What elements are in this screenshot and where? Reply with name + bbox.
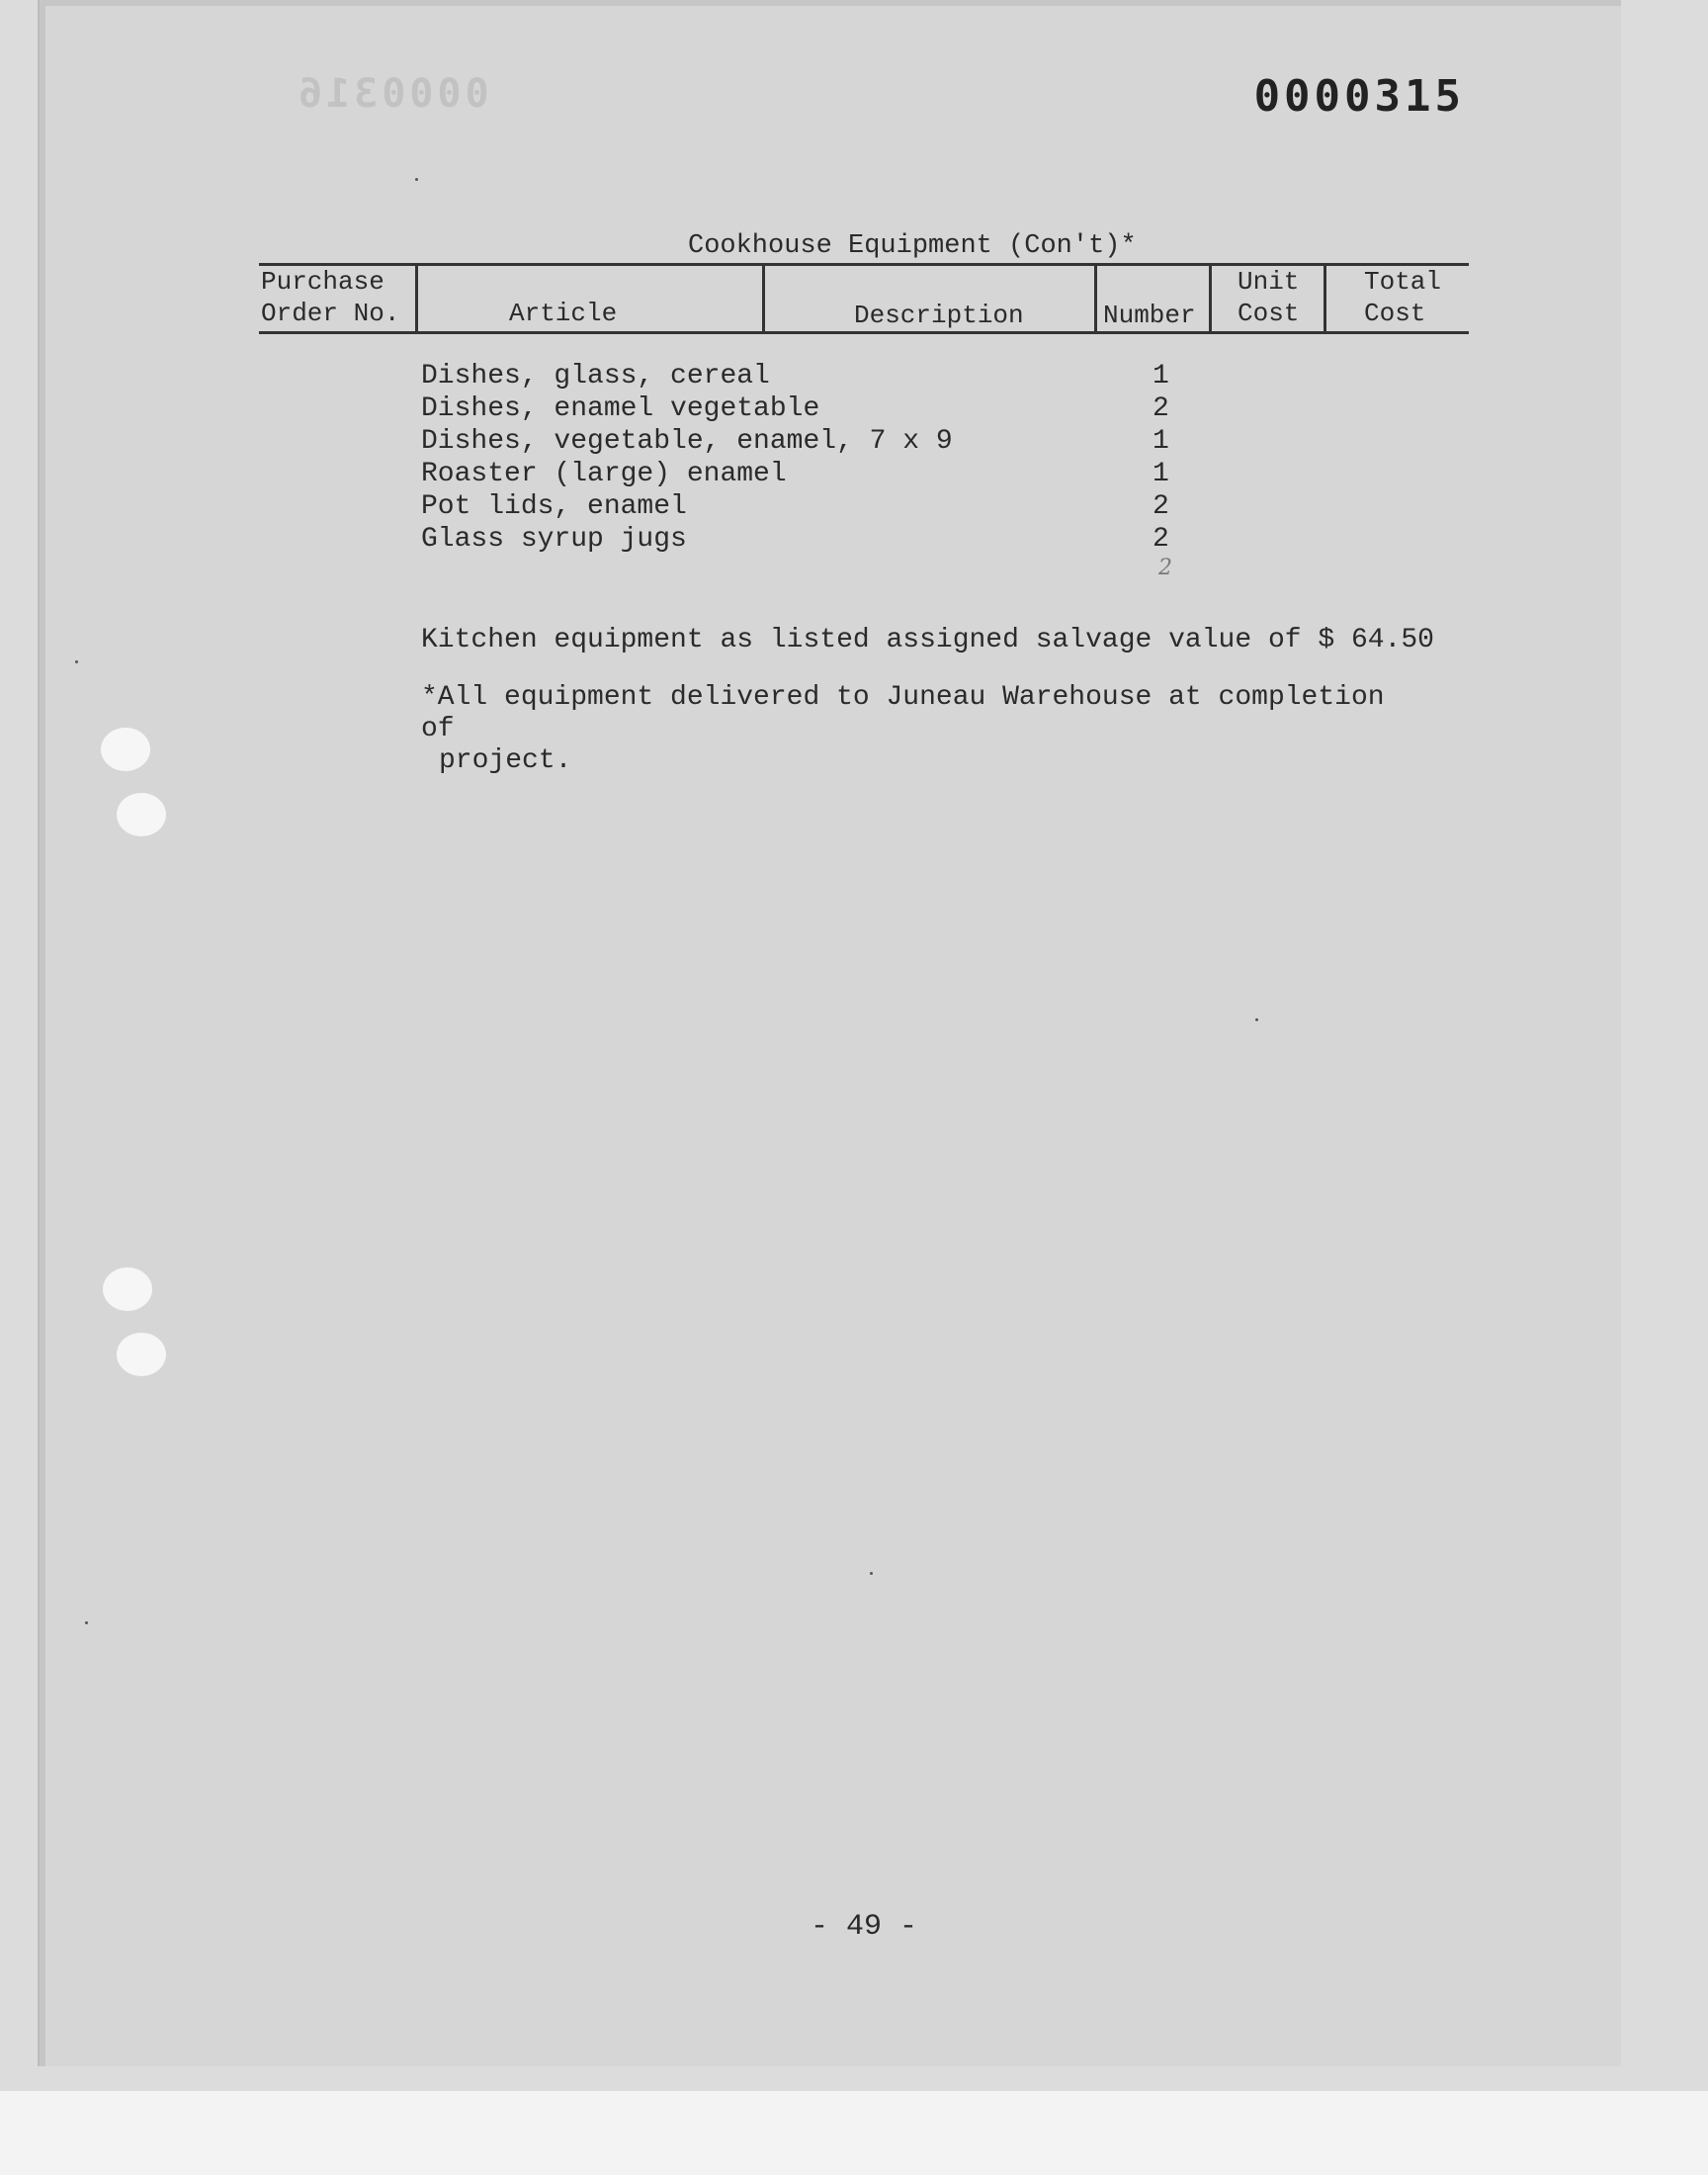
punch-hole xyxy=(117,1333,166,1376)
column-unit-cost: Unit Cost xyxy=(1212,266,1326,331)
document-number: 0000315 xyxy=(1253,71,1465,122)
item-number: 1 xyxy=(1153,361,1169,392)
list-item xyxy=(421,490,1169,523)
item-article: Roaster (large) enamel xyxy=(421,459,787,489)
list-item xyxy=(421,392,1169,425)
punch-hole xyxy=(101,728,150,771)
item-list xyxy=(421,360,1169,556)
column-article: Article xyxy=(418,266,765,331)
item-number: 2 xyxy=(1153,491,1169,522)
punch-hole xyxy=(117,793,166,836)
item-number: 2 xyxy=(1153,524,1169,555)
bleed-through-number: 0000316 xyxy=(295,71,489,117)
list-item xyxy=(421,360,1169,392)
delivery-note xyxy=(421,682,1429,777)
item-article: Glass syrup jugs xyxy=(421,524,687,555)
table-title: Cookhouse Equipment (Con't)* xyxy=(688,231,1137,261)
page-number: - 49 - xyxy=(811,1910,918,1944)
column-description: Description xyxy=(765,266,1097,331)
item-number: 1 xyxy=(1153,459,1169,489)
column-number: Number xyxy=(1097,266,1212,331)
column-purchase-order: Purchase Order No. xyxy=(259,266,418,331)
list-item xyxy=(421,425,1169,458)
item-article: Dishes, glass, cereal xyxy=(421,361,770,392)
table-header xyxy=(259,263,1469,334)
column-total-cost: Total Cost xyxy=(1364,267,1442,328)
item-number: 2 xyxy=(1153,393,1169,424)
item-article: Dishes, vegetable, enamel, 7 x 9 xyxy=(421,426,953,457)
item-number: 1 xyxy=(1153,426,1169,457)
salvage-value-text: Kitchen equipment as listed assigned salvage value of $ 64.50 xyxy=(421,625,1434,655)
note-line: *All equipment delivered to Juneau Warehouse at completion of xyxy=(421,682,1385,744)
note-line: project. xyxy=(439,745,572,776)
list-item xyxy=(421,458,1169,490)
item-article: Pot lids, enamel xyxy=(421,491,687,522)
list-item xyxy=(421,523,1169,556)
item-article: Dishes, enamel vegetable xyxy=(421,393,820,424)
handwritten-mark: 2 xyxy=(1158,556,1172,580)
punch-hole xyxy=(103,1267,152,1311)
